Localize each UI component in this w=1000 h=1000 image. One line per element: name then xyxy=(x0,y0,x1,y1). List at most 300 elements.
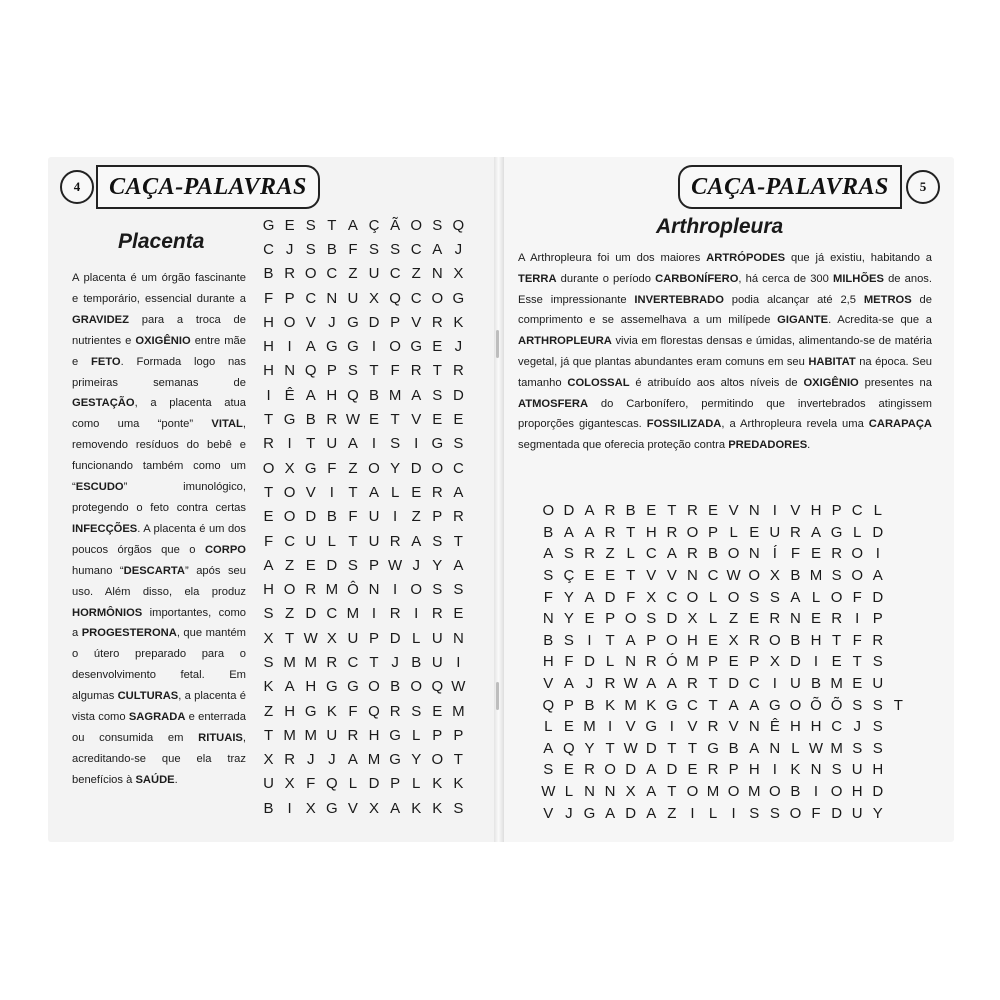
grid-letter: X xyxy=(453,265,464,283)
grid-letter: H xyxy=(810,718,822,736)
grid-letter: O xyxy=(830,783,843,801)
grid-letter: Y xyxy=(563,610,574,628)
grid-letter: I xyxy=(371,435,377,453)
grid-letter: A xyxy=(728,696,739,714)
text-run: . Acredita-se que a xyxy=(828,314,932,327)
grid-letter: U xyxy=(305,532,317,550)
grid-letter: T xyxy=(832,631,842,649)
grid-letter: A xyxy=(584,588,595,606)
grid-letter: S xyxy=(432,532,443,550)
grid-letter: A xyxy=(305,386,316,404)
grid-letter: M xyxy=(283,726,296,744)
grid-letter: F xyxy=(348,508,358,526)
grid-letter: T xyxy=(432,362,442,380)
grid-letter: L xyxy=(412,629,421,647)
grid-letter: R xyxy=(831,545,843,563)
grid-letter: D xyxy=(389,629,401,647)
grid-letter: E xyxy=(584,567,595,585)
grid-letter xyxy=(888,673,909,695)
keyword: SAÚDE xyxy=(135,773,175,786)
grid-letter: B xyxy=(543,631,554,649)
grid-letter: H xyxy=(810,502,822,520)
grid-letter: N xyxy=(748,502,760,520)
grid-letter xyxy=(888,738,909,760)
grid-letter: W xyxy=(541,783,556,801)
grid-letter: A xyxy=(605,804,616,822)
text-run: A placenta é um órgão fascinante e temporário, essencial durante a xyxy=(72,272,246,305)
grid-letter: C xyxy=(831,718,843,736)
placenta-paragraph xyxy=(72,268,246,791)
grid-letter: G xyxy=(325,799,338,817)
grid-letter: Y xyxy=(390,459,401,477)
book-spine xyxy=(494,157,504,842)
grid-letter: I xyxy=(587,631,592,649)
grid-letter: W xyxy=(388,556,403,574)
grid-letter: S xyxy=(872,718,883,736)
grid-letter: U xyxy=(326,726,338,744)
grid-letter: K xyxy=(432,775,443,793)
grid-letter: O xyxy=(410,678,423,696)
grid-letter: C xyxy=(305,289,317,307)
grid-letter: O xyxy=(686,783,699,801)
grid-letter: C xyxy=(389,265,401,283)
grid-letter: Ô xyxy=(347,581,359,599)
grid-letter: B xyxy=(390,678,401,696)
grid-letter: I xyxy=(731,804,736,822)
grid-letter: O xyxy=(368,459,380,477)
grid-letter: M xyxy=(304,653,317,671)
grid-letter: T xyxy=(626,523,636,541)
grid-letter: R xyxy=(326,653,338,671)
grid-letter: B xyxy=(584,696,595,714)
grid-letter: L xyxy=(853,523,862,541)
grid-letter: F xyxy=(327,459,337,477)
grid-letter: C xyxy=(851,502,863,520)
grid-letter: A xyxy=(347,435,358,453)
grid-letter: L xyxy=(544,718,553,736)
grid-letter: A xyxy=(432,240,443,258)
grid-letter: H xyxy=(263,313,274,331)
grid-letter: S xyxy=(543,761,554,779)
grid-letter: J xyxy=(328,751,336,769)
grid-letter: S xyxy=(263,653,274,671)
grid-letter: C xyxy=(326,605,338,623)
grid-letter: I xyxy=(772,675,777,693)
grid-letter: Y xyxy=(563,588,574,606)
grid-letter: E xyxy=(453,411,464,429)
keyword: ATMOSFERA xyxy=(518,397,589,410)
grid-letter: V xyxy=(687,718,698,736)
grid-letter: G xyxy=(389,726,401,744)
grid-letter: P xyxy=(432,726,443,744)
grid-letter: S xyxy=(852,696,863,714)
grid-letter: V xyxy=(646,567,657,585)
keyword: CARAPAÇA xyxy=(868,418,932,431)
grid-letter: Z xyxy=(348,265,358,283)
grid-letter xyxy=(888,543,909,565)
grid-letter: F xyxy=(390,362,400,380)
keyword: GIGANTE xyxy=(777,314,829,327)
grid-letter: R xyxy=(263,435,274,453)
text-run: , que mantém o útero preparado para o desenvolvimento fetal. Em algumas xyxy=(72,627,246,703)
grid-letter: A xyxy=(543,739,554,757)
grid-letter: T xyxy=(390,411,400,429)
grid-letter: N xyxy=(604,783,616,801)
grid-letter: A xyxy=(453,556,464,574)
word-search-grid-placenta xyxy=(258,213,469,820)
keyword: GRAVIDEZ xyxy=(72,313,129,326)
grid-letter: Ê xyxy=(769,718,780,736)
grid-letter: Z xyxy=(285,556,295,574)
grid-letter: S xyxy=(390,435,401,453)
grid-letter: M xyxy=(830,675,843,693)
grid-letter: T xyxy=(708,675,718,693)
grid-letter: Q xyxy=(452,216,465,234)
keyword: INFECÇÕES xyxy=(72,522,138,535)
grid-letter: X xyxy=(369,289,380,307)
grid-letter: A xyxy=(646,761,657,779)
grid-letter: Ç xyxy=(563,567,575,585)
grid-letter xyxy=(888,630,909,652)
grid-letter: U xyxy=(769,523,781,541)
grid-letter: B xyxy=(263,799,274,817)
grid-letter: Y xyxy=(411,751,422,769)
grid-letter: U xyxy=(263,775,274,793)
grid-letter: S xyxy=(872,739,883,757)
grid-letter: E xyxy=(811,545,822,563)
grid-letter: A xyxy=(790,588,801,606)
grid-letter: S xyxy=(563,545,574,563)
grid-letter: R xyxy=(687,502,698,520)
grid-letter: J xyxy=(285,240,294,258)
grid-letter: X xyxy=(369,799,380,817)
grid-letter: B xyxy=(369,386,380,404)
grid-letter: S xyxy=(749,588,760,606)
grid-letter: O xyxy=(768,631,781,649)
grid-letter: N xyxy=(326,289,338,307)
grid-letter: A xyxy=(646,783,657,801)
grid-letter: U xyxy=(347,629,359,647)
grid-letter: N xyxy=(748,545,760,563)
grid-letter: D xyxy=(728,675,740,693)
grid-letter: S xyxy=(432,581,443,599)
left-header xyxy=(56,165,320,209)
grid-letter: R xyxy=(604,502,616,520)
grid-letter: D xyxy=(645,739,657,757)
text-run: durante o período xyxy=(556,272,656,285)
grid-letter: S xyxy=(646,610,657,628)
grid-letter: C xyxy=(707,567,719,585)
grid-letter: E xyxy=(284,216,295,234)
grid-letter: U xyxy=(872,675,884,693)
grid-letter: O xyxy=(789,804,802,822)
grid-letter: R xyxy=(790,523,801,541)
grid-letter: O xyxy=(727,783,740,801)
grid-letter: M xyxy=(346,605,360,623)
grid-letter: Z xyxy=(263,702,274,720)
grid-letter: I xyxy=(393,508,398,526)
grid-letter: E xyxy=(584,610,595,628)
grid-letter: J xyxy=(853,718,861,736)
grid-letter: E xyxy=(749,610,760,628)
grid-letter: H xyxy=(748,761,760,779)
text-run: de comprimento e se assemelhava a um milípede xyxy=(518,293,932,327)
grid-letter: T xyxy=(605,631,615,649)
grid-letter: S xyxy=(872,653,883,671)
grid-letter: J xyxy=(454,338,463,356)
grid-letter: B xyxy=(305,411,316,429)
grid-letter xyxy=(888,716,909,738)
grid-letter: J xyxy=(585,675,594,693)
grid-letter: S xyxy=(369,240,380,258)
text-run: , acreditando-se que ela traz benefícios à xyxy=(72,731,246,786)
text-run: vivia em florestas densas e úmidas, alimentando-se de matéria vegetal, já que plantas abundantes eram comuns em seu xyxy=(518,335,932,368)
grid-letter: W xyxy=(808,739,824,757)
grid-letter: A xyxy=(646,804,657,822)
grid-letter: J xyxy=(328,313,336,331)
grid-letter: L xyxy=(626,545,635,563)
grid-letter: X xyxy=(305,799,316,817)
grid-letter: L xyxy=(729,523,738,541)
grid-letter: D xyxy=(452,386,464,404)
grid-letter: N xyxy=(284,362,296,380)
grid-letter xyxy=(888,522,909,544)
grid-letter: E xyxy=(263,508,274,526)
staple xyxy=(496,682,499,710)
grid-letter: I xyxy=(813,653,819,671)
grid-letter: X xyxy=(769,653,780,671)
grid-letter: H xyxy=(326,386,338,404)
keyword: ARTHROPLEURA xyxy=(518,335,612,348)
grid-letter: V xyxy=(543,675,554,693)
grid-letter: G xyxy=(389,751,401,769)
grid-letter: U xyxy=(851,761,863,779)
grid-letter: S xyxy=(831,761,842,779)
text-run: e enterrada ou consumida em xyxy=(72,711,246,744)
grid-letter: A xyxy=(811,523,822,541)
grid-letter: O xyxy=(851,567,864,585)
grid-letter: B xyxy=(728,739,739,757)
grid-letter: S xyxy=(432,386,443,404)
grid-letter: Y xyxy=(872,804,883,822)
grid-letter: R xyxy=(347,726,359,744)
grid-letter: B xyxy=(790,783,801,801)
grid-letter: T xyxy=(453,751,463,769)
grid-letter: X xyxy=(263,751,274,769)
grid-letter: X xyxy=(769,567,780,585)
grid-letter: N xyxy=(687,567,698,585)
grid-letter: K xyxy=(453,775,464,793)
grid-letter: T xyxy=(626,567,636,585)
grid-letter: G xyxy=(325,678,338,696)
grid-letter: B xyxy=(543,523,554,541)
grid-letter: U xyxy=(368,265,380,283)
grid-letter: O xyxy=(542,502,555,520)
keyword: SAGRADA xyxy=(128,711,186,724)
keyword: CORPO xyxy=(204,543,246,556)
header-title: CAÇA-PALAVRAS xyxy=(96,165,320,209)
grid-letter: T xyxy=(667,502,677,520)
grid-letter: M xyxy=(304,726,317,744)
grid-letter: H xyxy=(368,726,380,744)
grid-letter: M xyxy=(809,567,823,585)
grid-letter: Q xyxy=(304,362,317,380)
text-run: ” após seu uso. Além disso, ela produz xyxy=(72,564,246,598)
grid-letter: E xyxy=(811,610,822,628)
grid-letter: S xyxy=(453,435,464,453)
grid-letter: A xyxy=(284,678,295,696)
grid-letter: O xyxy=(431,289,444,307)
grid-letter: G xyxy=(262,216,275,234)
grid-letter: D xyxy=(666,610,678,628)
grid-letter: O xyxy=(262,459,275,477)
grid-letter: W xyxy=(303,629,318,647)
grid-letter: E xyxy=(708,631,719,649)
grid-letter: N xyxy=(810,761,822,779)
grid-letter: O xyxy=(830,588,843,606)
grid-letter: X xyxy=(284,459,295,477)
grid-letter: X xyxy=(263,629,274,647)
grid-letter: T xyxy=(263,483,274,501)
grid-letter: U xyxy=(368,532,380,550)
grid-letter: E xyxy=(563,761,574,779)
grid-letter: I xyxy=(371,338,377,356)
grid-letter: S xyxy=(390,240,401,258)
keyword: RITUAIS xyxy=(198,731,243,744)
text-run: é atribuído aos altos níveis de xyxy=(629,376,804,389)
grid-letter: A xyxy=(411,386,422,404)
grid-letter: P xyxy=(831,502,842,520)
grid-letter xyxy=(888,608,909,630)
grid-letter: R xyxy=(452,362,464,380)
grid-letter: O xyxy=(686,523,699,541)
grid-letter: O xyxy=(748,567,761,585)
keyword: OXIGÊNIO xyxy=(803,376,859,389)
text-run: , a Arthropleura revela uma xyxy=(721,418,869,431)
grid-letter: G xyxy=(347,338,359,356)
grid-letter: S xyxy=(347,556,358,574)
grid-letter: I xyxy=(287,435,292,453)
grid-letter: R xyxy=(769,610,781,628)
grid-letter: N xyxy=(542,610,554,628)
grid-letter: E xyxy=(432,702,443,720)
grid-letter: V xyxy=(728,718,739,736)
grid-letter: H xyxy=(810,631,822,649)
grid-letter: O xyxy=(768,783,781,801)
keyword: HORMÔNIOS xyxy=(72,606,143,619)
text-run: . xyxy=(174,773,178,786)
grid-letter: L xyxy=(390,483,400,501)
grid-letter: A xyxy=(749,696,760,714)
grid-letter: P xyxy=(432,508,443,526)
grid-letter: R xyxy=(645,653,657,671)
grid-letter: R xyxy=(604,675,616,693)
grid-letter: O xyxy=(727,545,740,563)
grid-letter: N xyxy=(625,653,637,671)
grid-letter: W xyxy=(726,567,741,585)
grid-letter: M xyxy=(325,581,339,599)
grid-letter: O xyxy=(389,338,401,356)
grid-letter: O xyxy=(604,761,616,779)
grid-letter: I xyxy=(772,502,777,520)
grid-letter: R xyxy=(431,313,443,331)
grid-letter: X xyxy=(625,783,636,801)
grid-letter: S xyxy=(453,799,464,817)
grid-letter: T xyxy=(306,435,316,453)
grid-letter: S xyxy=(831,567,842,585)
text-run: . xyxy=(807,439,811,452)
grid-letter: B xyxy=(790,567,801,585)
keyword: FETO xyxy=(91,355,121,368)
grid-letter: U xyxy=(431,629,443,647)
grid-letter: O xyxy=(789,696,802,714)
grid-letter: S xyxy=(411,702,422,720)
grid-letter: I xyxy=(669,718,674,736)
grid-letter: P xyxy=(708,653,719,671)
grid-letter: S xyxy=(543,567,554,585)
grid-letter: Q xyxy=(542,696,555,714)
grid-letter: P xyxy=(646,631,657,649)
grid-letter: H xyxy=(645,523,657,541)
grid-letter: O xyxy=(431,751,444,769)
grid-letter: K xyxy=(432,799,443,817)
text-run: , a placenta é vista como xyxy=(72,690,246,724)
grid-letter: E xyxy=(432,338,443,356)
grid-letter: O xyxy=(410,581,423,599)
grid-letter: I xyxy=(371,605,377,623)
grid-letter: R xyxy=(389,702,401,720)
grid-letter: E xyxy=(453,605,464,623)
grid-letter: V xyxy=(411,313,422,331)
grid-letter: V xyxy=(790,502,801,520)
grid-letter: T xyxy=(687,739,698,757)
grid-letter: L xyxy=(412,775,421,793)
grid-letter: T xyxy=(327,216,337,234)
grid-letter: Ó xyxy=(666,653,678,671)
grid-letter: F xyxy=(306,775,316,793)
grid-letter: O xyxy=(368,678,380,696)
grid-letter: S xyxy=(769,588,780,606)
grid-letter: P xyxy=(326,362,337,380)
grid-letter: T xyxy=(369,362,379,380)
grid-letter: R xyxy=(284,265,296,283)
keyword: INVERTEBRADO xyxy=(634,293,724,306)
grid-letter: V xyxy=(666,567,677,585)
grid-letter: O xyxy=(283,313,296,331)
grid-letter: M xyxy=(388,386,402,404)
grid-letter: L xyxy=(811,588,821,606)
grid-letter: S xyxy=(453,581,464,599)
grid-letter: S xyxy=(852,739,863,757)
grid-letter: D xyxy=(305,508,317,526)
grid-letter: O xyxy=(410,216,423,234)
grid-letter: H xyxy=(542,653,554,671)
grid-letter: G xyxy=(452,289,465,307)
grid-letter: A xyxy=(263,556,274,574)
grid-letter: L xyxy=(873,502,882,520)
grid-letter: G xyxy=(304,459,317,477)
grid-letter: L xyxy=(708,804,718,822)
grid-letter: J xyxy=(454,240,463,258)
grid-letter: F xyxy=(348,240,358,258)
grid-letter: C xyxy=(666,588,678,606)
grid-letter: Y xyxy=(584,739,595,757)
grid-letter: M xyxy=(624,696,637,714)
grid-letter: E xyxy=(728,653,739,671)
grid-letter: F xyxy=(263,532,274,550)
grid-letter: N xyxy=(431,265,443,283)
grid-letter: G xyxy=(768,696,781,714)
